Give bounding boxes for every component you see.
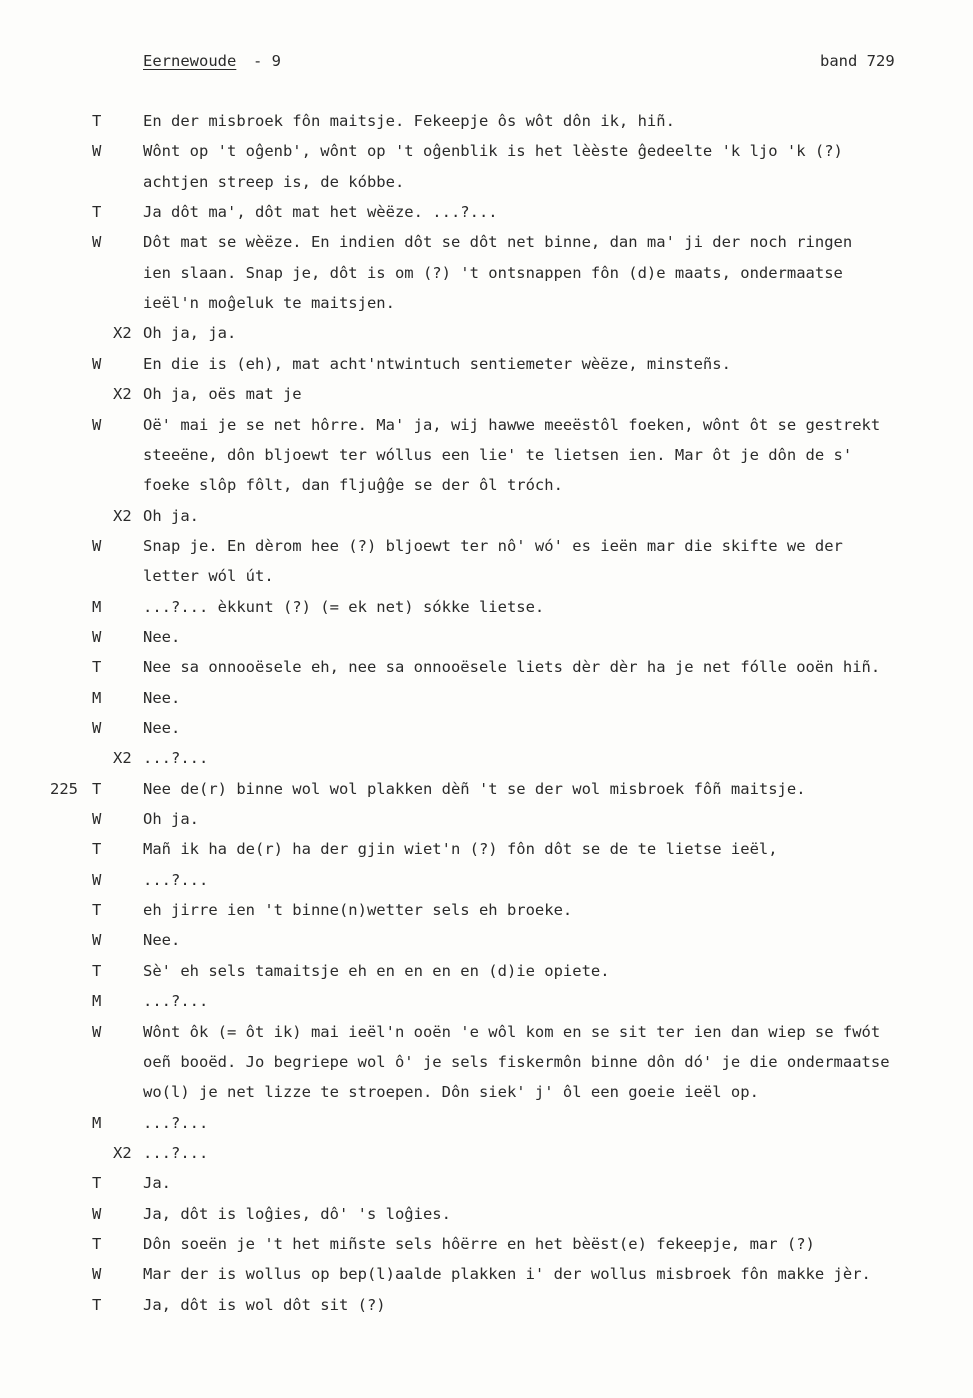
transcript-line [0,324,973,354]
line-text: ...?... [143,870,209,889]
transcript-line [0,1053,973,1083]
speaker-label: W [92,1265,102,1284]
transcript-line [0,962,973,992]
line-text: eh jirre ien 't binne(n)wetter sels eh broeke. [143,901,573,920]
transcript-line [0,294,973,324]
line-text: Oh ja, oës mat je [143,385,302,404]
speaker-label: X2 [113,1143,132,1162]
band-label: band 729 [820,52,895,70]
line-text: Nee de(r) binne wol wol plakken dèñ 't se der wol misbroek fôñ maitsje. [143,779,806,798]
line-text: Wônt op 't oĝenb', wônt op 't oĝenblik is het lèèste ĝedeelte 'k ljo 'k (?) [143,142,843,161]
speaker-label: T [92,901,102,920]
line-text: Ja, dôt is wol dôt sit (?) [143,1295,386,1314]
speaker-label: X2 [113,324,132,343]
transcript-line [0,901,973,931]
transcript-line [0,719,973,749]
line-text: Nee sa onnooësele eh, nee sa onnooësele liets dèr dèr ha je net fólle ooën hiñ. [143,658,881,677]
transcript-line [0,1144,973,1174]
line-text: wo(l) je net lizze te stroepen. Dôn siek' j' ôl een goeie ieël op. [143,1083,759,1102]
transcript-line [0,1174,973,1204]
line-text: Nee. [143,719,181,737]
speaker-label: W [92,719,102,737]
transcript-line [0,537,973,567]
transcript-line [0,173,973,203]
transcript-line [0,1023,973,1053]
line-text: Nee. [143,688,181,707]
speaker-label: T [92,1234,102,1253]
line-text: Oh ja. [143,810,199,829]
speaker-label: W [92,810,102,829]
speaker-label: T [92,1174,102,1193]
line-text: steeëne, dôn bljoewt ter wóllus een lie' te lietsen ien. Mar ôt je dôn de s' [143,445,853,464]
line-text: Ja dôt ma', dôt mat het wèëze. ...?... [143,203,498,222]
speaker-label: T [92,203,102,222]
transcript-line [0,1235,973,1265]
transcript-line [0,658,973,688]
speaker-label: W [92,142,102,161]
transcript-line [0,507,973,537]
transcript-line [0,446,973,476]
transcript-line [0,810,973,840]
line-text: Nee. [143,931,181,950]
line-text: ...?... [143,749,209,768]
transcript-line [0,1205,973,1235]
speaker-label: W [92,233,102,252]
line-text: Ja, dôt is loĝies, dô' 's loĝies. [143,1204,451,1223]
transcript-line [0,749,973,779]
line-text: Mañ ik ha de(r) ha der gjin wiet'n (?) fôn dôt se de te lietse ieël, [143,840,778,859]
line-text: Mar der is wollus op bep(l)aalde plakken i' der wollus misbroek fôn makke jèr. [143,1265,871,1284]
line-text: ...?... [143,1113,209,1132]
transcript-line [0,628,973,658]
transcript-line [0,931,973,961]
transcript-line [0,689,973,719]
speaker-label: W [92,1204,102,1223]
speaker-label: W [92,627,102,646]
speaker-label: W [92,870,102,889]
line-text: achtjen streep is, de kóbbe. [143,172,405,191]
line-text: En der misbroek fôn maitsje. Fekeepje ôs wôt dôn ik, hiñ. [143,112,675,130]
line-text: ...?... [143,1143,209,1162]
transcript-line [0,142,973,172]
line-text: Wônt ôk (= ôt ik) mai ieël'n ooën 'e wôl kom en se sit ter ien dan wiep se fwót [143,1022,881,1041]
line-text: Ja. [143,1174,171,1193]
line-text: Oë' mai je se net hôrre. Ma' ja, wij hawwe meeëstôl foeken, wônt ôt se gestrekt [143,415,881,434]
speaker-label: X2 [113,506,132,525]
speaker-label: M [92,688,102,707]
line-text: En die is (eh), mat acht'ntwintuch sentiemeter wèëze, minsteñs. [143,354,731,373]
speaker-label: T [92,1295,102,1314]
speaker-label: W [92,354,102,373]
transcript-line [0,264,973,294]
speaker-label: M [92,1113,102,1132]
transcript-line [0,871,973,901]
transcript-line [0,992,973,1022]
line-text: Snap je. En dèrom hee (?) bljoewt ter nô' wó' es ieën mar die skifte we der [143,536,843,555]
page-title: Eernewoude [143,52,237,70]
line-number: 225 [50,779,78,798]
line-text: oeñ booëd. Jo begriepe wol ô' je sels fiskermôn binne dôn dó' je die ondermaatse [143,1052,890,1071]
transcript-line [0,840,973,870]
line-text: ...?... [143,992,209,1011]
line-text: letter wól út. [143,567,274,586]
speaker-label: X2 [113,385,132,404]
line-text: Dôt mat se wèëze. En indien dôt se dôt net binne, dan ma' ji der noch ringen [143,233,853,252]
speaker-label: T [92,779,102,798]
page-number: - 9 [253,52,281,70]
speaker-label: T [92,961,102,980]
speaker-label: T [92,658,102,677]
line-text: Oh ja, ja. [143,324,237,343]
speaker-label: M [92,992,102,1011]
transcript-line [0,112,973,142]
line-text: Dôn soeën je 't het miñste sels hôërre en het bèëst(e) fekeepje, mar (?) [143,1234,815,1253]
speaker-label: W [92,536,102,555]
line-text: Nee. [143,627,181,646]
speaker-label: W [92,931,102,950]
speaker-label: T [92,840,102,859]
transcript-line [0,1114,973,1144]
transcript-line [0,780,973,810]
transcript-line [0,385,973,415]
line-text: Oh ja. [143,506,199,525]
speaker-label: M [92,597,102,616]
transcript-line [0,203,973,233]
line-text: ieël'n moĝeluk te maitsjen. [143,294,395,313]
transcript-line [0,1083,973,1113]
speaker-label: T [92,112,102,130]
line-text: Sè' eh sels tamaitsje eh en en en en (d)ie opiete. [143,961,610,980]
transcript-line [0,476,973,506]
speaker-label: X2 [113,749,132,768]
speaker-label: W [92,415,102,434]
transcript-line [0,355,973,385]
transcript-line [0,1296,973,1326]
line-text: foeke slôp fôlt, dan fljuĝĝe se der ôl tróch. [143,476,563,495]
transcript-line [0,1265,973,1295]
line-text: ien slaan. Snap je, dôt is om (?) 't ontsnappen fôn (d)e maats, ondermaatse [143,263,843,282]
transcript-line [0,567,973,597]
transcript-line [0,233,973,263]
speaker-label: W [92,1022,102,1041]
transcript-line [0,416,973,446]
line-text: ...?... èkkunt (?) (= ek net) sókke lietse. [143,597,545,616]
transcript-line [0,598,973,628]
